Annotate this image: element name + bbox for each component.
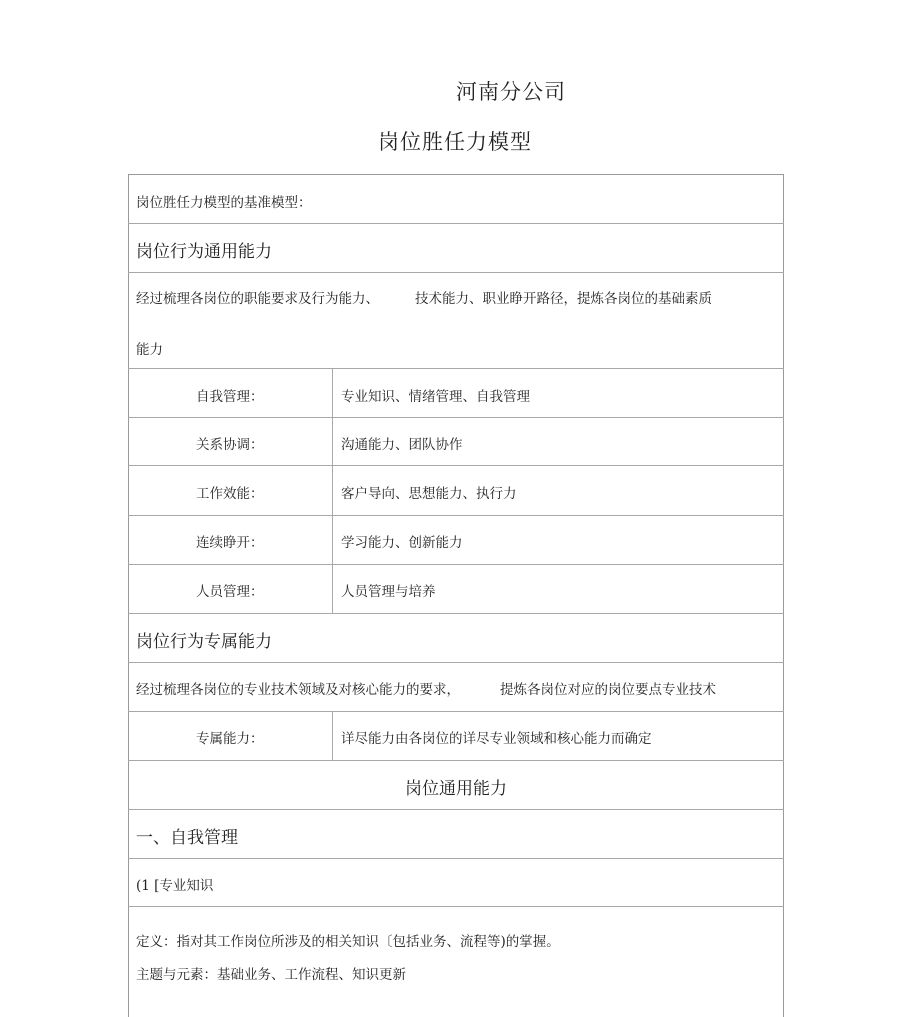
ability-row-self-management [128,369,784,418]
ability-row-development [128,516,784,565]
ability-value: 客户导向、思想能力、执行力 [341,486,517,502]
ability-value: 沟通能力、团队协作 [341,437,463,453]
general-description-part3: 能力 [136,342,163,358]
ability-label: 关系协调： [196,437,264,453]
general-section-heading-row [128,224,784,273]
special-description-row [128,663,784,712]
general-section-heading: 岗位行为通用能力 [136,242,272,262]
ability-value: 人员管理与培养 [341,584,436,600]
ability-value: 学习能力、创新能力 [341,535,463,551]
special-description-part2: 提炼各岗位对应的岗位要点专业技术 [500,682,716,698]
themes-text: 主题与元素：基础业务、工作流程、知识更新 [136,967,406,983]
ability-label: 连续睁开： [196,535,264,551]
ability-row-relationship [128,418,784,466]
document-title: 岗位胜任力模型 [378,130,532,154]
self-management-heading: 一、自我管理 [136,828,238,848]
ability-row-efficiency [128,466,784,516]
general-description-line1 [136,287,712,307]
ability-row-people-management [128,565,784,614]
special-description [136,678,716,698]
general-description-part1: 经过梳理各岗位的职能要求及行为能力、 [136,291,379,307]
special-ability-value: 详尽能力由各岗位的详尽专业领域和核心能力而确定 [341,731,652,747]
item-heading-row [128,859,784,907]
general-description-row [128,273,784,369]
special-ability-row [128,712,784,761]
company-name: 河南分公司 [456,80,566,104]
special-section-heading-row [128,614,784,663]
special-ability-label: 专属能力： [196,731,264,747]
definition-text: 定义：指对其工作岗位所涉及的相关知识〔包括业务、流程等)的掌握。 [136,934,560,950]
ability-label: 自我管理： [196,389,264,405]
intro-label: 岗位胜任力模型的基准模型： [136,195,312,211]
self-management-heading-row [128,810,784,859]
special-section-heading: 岗位行为专属能力 [136,632,272,652]
item-heading: (1 [专业知识 [136,878,214,894]
ability-label: 工作效能： [196,486,264,502]
intro-row [128,174,784,224]
general-ability-heading: 岗位通用能力 [405,779,507,799]
general-description-part2: 技术能力、职业睁开路径，提炼各岗位的基础素质 [415,291,712,307]
ability-value: 专业知识、情绪管理、自我管理 [341,389,530,405]
definition-block [128,907,784,1017]
general-ability-heading-row [128,761,784,810]
special-description-part1: 经过梳理各岗位的专业技术领域及对核心能力的要求， [136,682,460,698]
ability-label: 人员管理： [196,584,264,600]
